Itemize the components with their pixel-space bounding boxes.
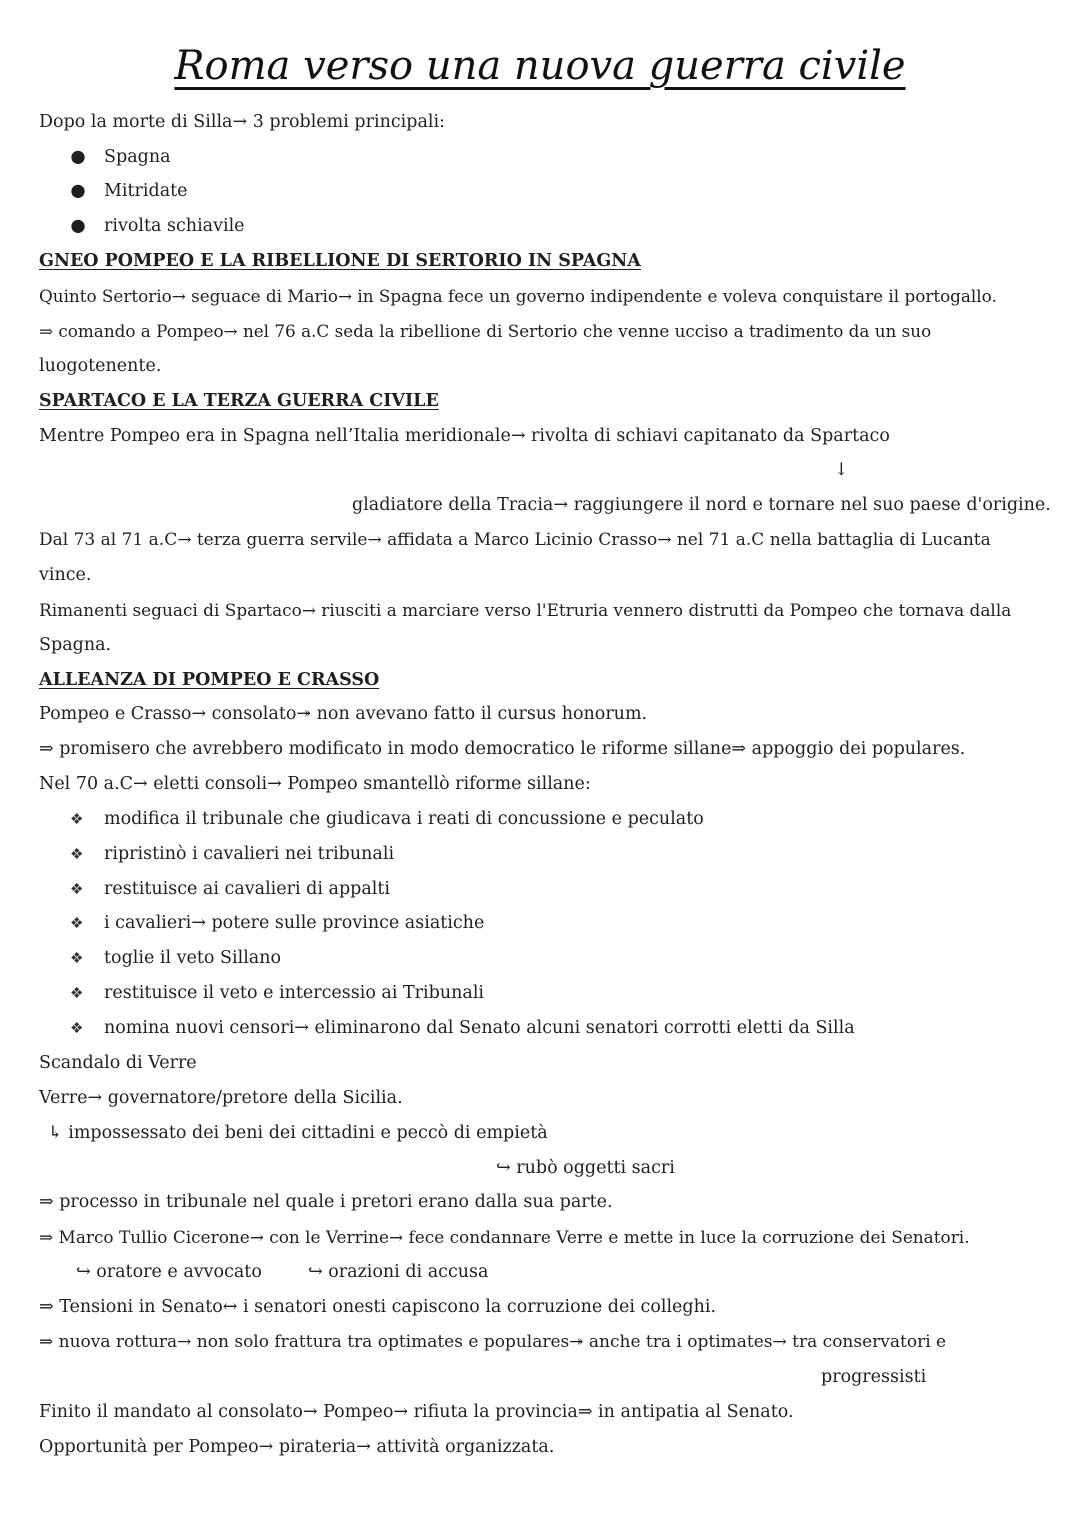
problem-item: Mitridate — [104, 181, 188, 201]
text-line: ⇒ Marco Tullio Cicerone→ con le Verrine→ fece condannare Verre e mette in luce la corruzione dei Senatori. — [39, 1227, 970, 1247]
diamond-bullet-icon: ❖ — [70, 845, 84, 863]
reform-item: restituisce il veto e intercessio ai Tribunali — [104, 983, 485, 1003]
diamond-bullet-icon: ❖ — [70, 1019, 84, 1037]
bullet-dot-icon: ● — [70, 181, 86, 201]
page-title: Roma verso una nuova guerra civile — [174, 43, 906, 89]
diamond-bullet-icon: ❖ — [70, 810, 84, 828]
reform-item: ripristinò i cavalieri nei tribunali — [104, 844, 395, 864]
diamond-bullet-icon: ❖ — [70, 949, 84, 967]
section-heading: GNEO POMPEO E LA RIBELLIONE DI SERTORIO IN SPAGNA — [39, 251, 641, 271]
text-line: Scandalo di Verre — [39, 1053, 197, 1073]
reform-item: restituisce ai cavalieri di appalti — [104, 879, 391, 899]
text-line: Spagna. — [39, 635, 112, 655]
text-line: Opportunità per Pompeo→ pirateria→ attività organizzata. — [39, 1437, 555, 1457]
text-line: Nel 70 a.C→ eletti consoli→ Pompeo smantellò riforme sillane: — [39, 774, 591, 794]
text-line: ↪ orazioni di accusa — [308, 1262, 489, 1282]
text-line: gladiatore della Tracia→ raggiungere il nord e tornare nel suo paese d'origine. — [352, 495, 1051, 515]
problem-item: Spagna — [104, 147, 171, 167]
problem-item: rivolta schiavile — [104, 216, 245, 236]
text-line: ⇒ Tensioni in Senato↔ i senatori onesti capiscono la corruzione dei colleghi. — [39, 1297, 717, 1317]
text-line: Finito il mandato al consolato→ Pompeo→ rifiuta la provincia⇒ in antipatia al Senato. — [39, 1402, 794, 1422]
diamond-bullet-icon: ❖ — [70, 984, 84, 1002]
text-line: Rimanenti seguaci di Spartaco→ riusciti a marciare verso l'Etruria vennero distrutti da Pompeo che tornava dalla — [39, 600, 1012, 620]
text-line: Verre→ governatore/pretore della Sicilia. — [39, 1088, 403, 1108]
reform-item: nomina nuovi censori→ eliminarono dal Senato alcuni senatori corrotti eletti da Silla — [104, 1018, 855, 1038]
text-line: Mentre Pompeo era in Spagna nell’Italia meridionale→ rivolta di schiavi capitanato da Spartaco — [39, 426, 890, 446]
diamond-bullet-icon: ❖ — [70, 880, 84, 898]
text-line: luogotenente. — [39, 356, 162, 376]
text-line: Pompeo e Crasso→ consolato↠ non avevano fatto il cursus honorum. — [39, 704, 648, 724]
text-line: ⇒ nuova rottura→ non solo frattura tra optimates e populares↠ anche tra i optimates→ tra conservatori e — [39, 1332, 947, 1352]
text-line: vince. — [39, 565, 92, 585]
down-arrow-icon: ↓ — [834, 460, 849, 480]
intro-line: Dopo la morte di Silla→ 3 problemi principali: — [39, 112, 445, 132]
text-line: progressisti — [821, 1367, 927, 1387]
section-heading: ALLEANZA DI POMPEO E CRASSO — [39, 670, 380, 690]
text-line: Dal 73 al 71 a.C→ terza guerra servile→ affidata a Marco Licinio Crasso→ nel 71 a.C nella battaglia di Lucanta — [39, 530, 991, 550]
section-heading: SPARTACO E LA TERZA GUERRA CIVILE — [39, 391, 439, 411]
reform-item: toglie il veto Sillano — [104, 948, 282, 968]
text-line: ⇒ processo in tribunale nel quale i pretori erano dalla sua parte. — [39, 1192, 613, 1212]
bullet-dot-icon: ● — [70, 147, 86, 167]
text-line: ⇒ promisero che avrebbero modificato in modo democratico le riforme sillane⇒ appoggio dei populares. — [39, 739, 966, 759]
text-line: ↳ impossessato dei beni dei cittadini e peccò di empietà — [48, 1123, 548, 1143]
reform-item: modifica il tribunale che giudicava i reati di concussione e peculato — [104, 809, 704, 829]
reform-item: i cavalieri→ potere sulle province asiatiche — [104, 913, 485, 933]
text-line: ↪ oratore e avvocato — [76, 1262, 262, 1282]
diamond-bullet-icon: ❖ — [70, 914, 84, 932]
text-line: ↪ rubò oggetti sacri — [496, 1158, 675, 1178]
text-line: Quinto Sertorio→ seguace di Mario→ in Spagna fece un governo indipendente e voleva conquistare il portogallo. — [39, 286, 997, 306]
bullet-dot-icon: ● — [70, 216, 86, 236]
text-line: ⇒ comando a Pompeo→ nel 76 a.C seda la ribellione di Sertorio che venne ucciso a tradimento da un suo — [39, 321, 932, 341]
